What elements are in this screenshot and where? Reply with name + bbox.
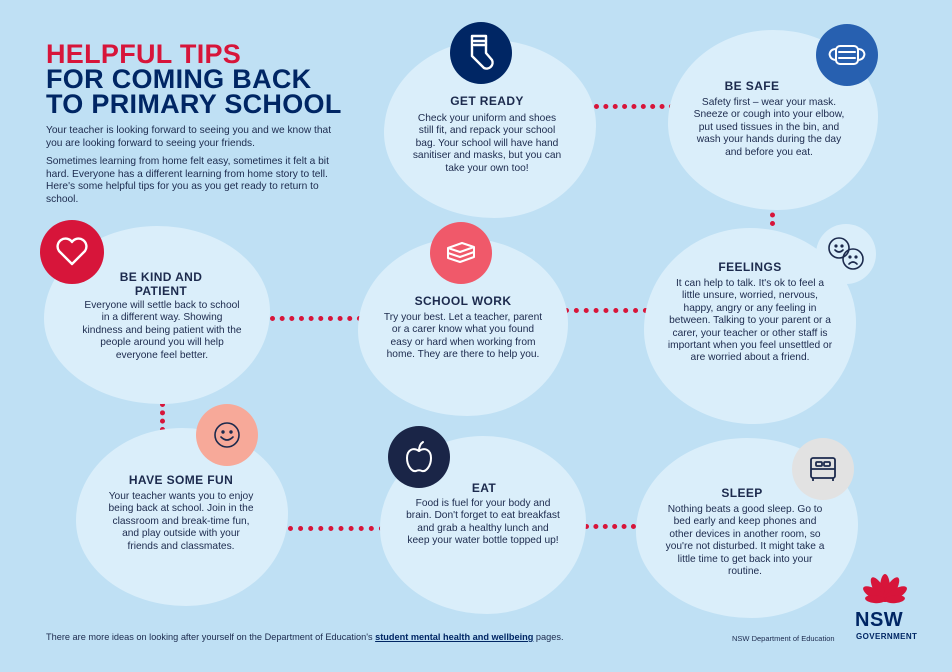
eat-text: Food is fuel for your body and brain. Don't forget to eat breakfast and grab a healthy lunch and keep your water bottle topped up! <box>406 498 560 547</box>
title-line-2: FOR COMING BACK <box>46 64 312 94</box>
eat-title: EAT <box>471 481 497 495</box>
logo-nsw-text: NSW <box>855 609 904 631</box>
connector-dots <box>288 526 384 531</box>
logo-government-text: GOVERNMENT <box>856 632 918 641</box>
bed-icon <box>792 438 854 500</box>
get-ready-text: Check your uniform and shoes still fit, and repack your school bag. Your school will have hand sanitiser and masks, but you can take your own too! <box>412 113 562 174</box>
sock-icon <box>450 22 512 84</box>
faces-icon <box>816 224 876 284</box>
connector-dots <box>160 402 165 432</box>
footer-note <box>46 632 564 642</box>
have-fun-text: Your teacher wants you to enjoy being back at school. Join in the classroom and break-time fun, and play outside with your friends and classmates. <box>108 491 254 552</box>
be-kind-text: Everyone will settle back to school in a different way. Showing kindness and being patient with the people around you will help everyone feel better. <box>82 300 242 361</box>
sleep-text: Nothing beats a good sleep. Go to bed early and keep phones and other devices in another room, so you're not disturbed. It might take a little time to get back into your routine. <box>665 504 825 578</box>
page-title <box>46 39 342 119</box>
be-safe-text: Safety first – wear your mask. Sneeze or cough into your elbow, put used tissues in the bin, and wash your hands during the day and before you eat. <box>693 97 845 158</box>
heart-icon <box>40 220 104 284</box>
department-name: NSW Department of Education <box>732 634 835 643</box>
be-kind-title <box>96 270 226 298</box>
intro-paragraph-2: Sometimes learning from home felt easy, sometimes it felt a bit hard. Everyone has a different learning from home story to tell. Here's some helpful tips for you as you get ready to return to school. <box>46 156 329 205</box>
wellbeing-link[interactable]: student mental health and wellbeing <box>375 632 534 642</box>
sleep-title: SLEEP <box>721 486 763 500</box>
be-safe-title: BE SAFE <box>724 79 780 93</box>
school-work-title: SCHOOL WORK <box>414 294 512 308</box>
connector-dots <box>594 104 674 109</box>
mask-icon <box>816 24 878 86</box>
school-work-text: Try your best. Let a teacher, parent or a carer know what you found easy or hard when working from home. They are there to help you. <box>383 312 543 361</box>
be-kind-title-line-2: PATIENT <box>134 284 188 298</box>
apple-icon <box>388 426 450 488</box>
feelings-title: FEELINGS <box>718 260 782 274</box>
have-fun-title: HAVE SOME FUN <box>128 473 234 487</box>
books-icon <box>430 222 492 284</box>
connector-dots <box>270 316 362 321</box>
connector-dots <box>584 524 636 529</box>
intro-text <box>46 125 346 212</box>
footer-text-before: There are more ideas on looking after yourself on the Department of Education's <box>46 632 376 642</box>
title-line-1: HELPFUL TIPS <box>46 39 242 69</box>
feelings-text: It can help to talk. It's ok to feel a little unsure, worried, nervous, happy, angry or any feeling in between. Talking to your parent or a carer, your teacher or other staff is important when you feel unsettled or are worried about a friend. <box>667 278 833 364</box>
intro-paragraph-1: Your teacher is looking forward to seeing you and we know that you are looking forward to seeing your friends. <box>46 125 332 149</box>
footer-text-after: pages. <box>533 632 564 642</box>
be-kind-title-line-1: BE KIND AND <box>119 270 203 284</box>
connector-dots <box>564 308 648 313</box>
smiley-icon <box>196 404 258 466</box>
get-ready-title: GET READY <box>450 94 524 108</box>
title-line-3: TO PRIMARY SCHOOL <box>46 89 342 119</box>
